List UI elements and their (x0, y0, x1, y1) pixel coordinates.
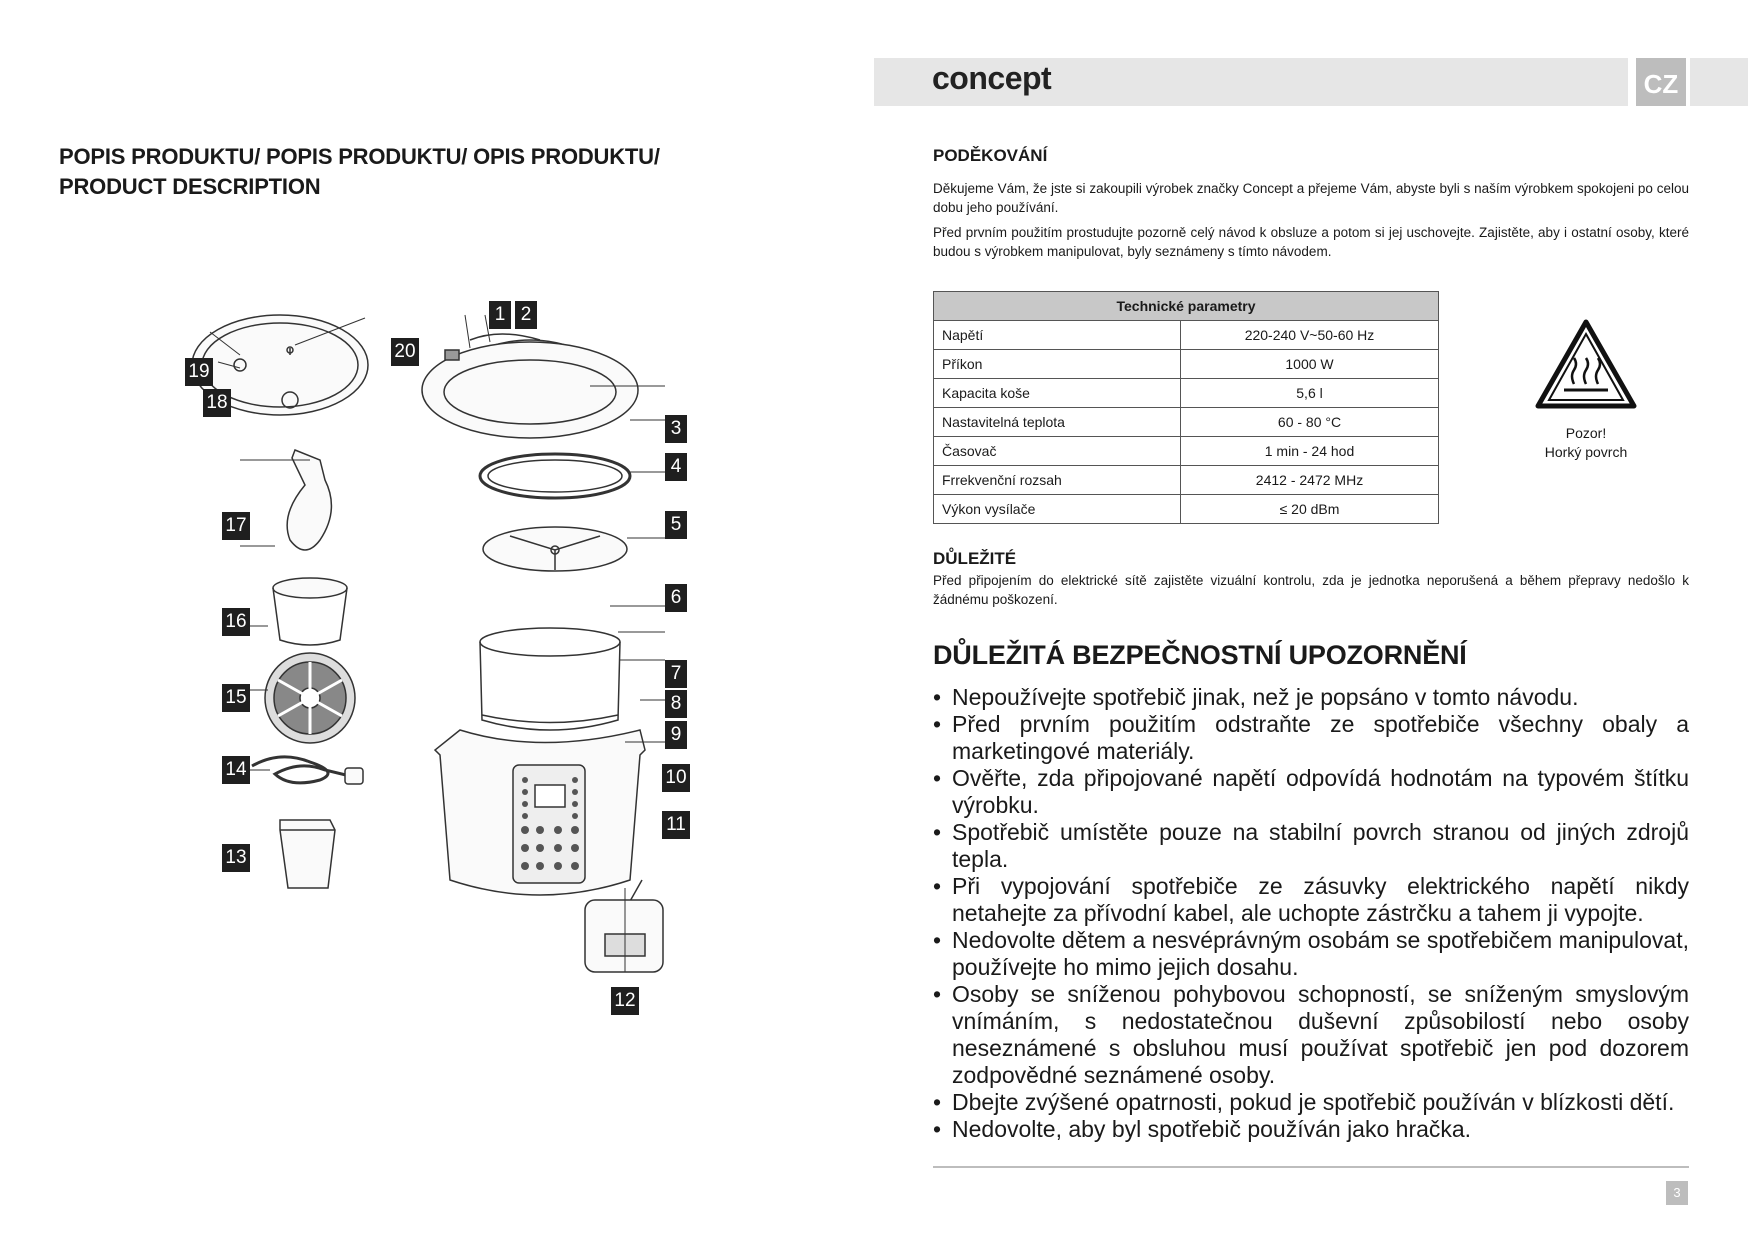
title-line-1: POPIS PRODUKTU/ POPIS PRODUKTU/ OPIS PRODUKTU/ (59, 144, 660, 169)
callout-3: 3 (665, 415, 687, 443)
language-badge: CZ (1636, 58, 1686, 106)
callout-1: 1 (489, 301, 511, 329)
param-label: Napětí (934, 321, 1181, 350)
list-item: • Osoby se sníženou pohybovou schopností, se sníženým smyslovým vnímáním, s nedostatečnou duševní způsobilostí nebo osoby neseznámené s obsluhou musí používat spotřebič jen pod dozorem zodpovědné seznámené osoby. (933, 981, 1689, 1089)
cooker-body-drawing (435, 730, 645, 895)
table-row (934, 350, 1439, 379)
tech-params-title: Technické parametry (934, 292, 1439, 321)
param-label: Nastavitelná teplota (934, 408, 1181, 437)
param-label: Příkon (934, 350, 1181, 379)
param-value: 1000 W (1181, 350, 1439, 379)
callout-7: 7 (665, 660, 687, 688)
callout-2: 2 (515, 301, 537, 329)
list-item: • Nedovolte, aby byl spotřebič používán jako hračka. (933, 1116, 1689, 1143)
warning-caption (1516, 424, 1656, 462)
table-row (934, 466, 1439, 495)
list-item: • Nedovolte dětem a nesvéprávným osobám se spotřebičem manipulovat, používejte ho mimo jejich dosahu. (933, 927, 1689, 981)
table-row (934, 495, 1439, 524)
ladle-drawing (287, 450, 331, 550)
callout-17: 17 (222, 512, 250, 540)
inner-lid-drawing (483, 527, 627, 571)
param-label: Časovač (934, 437, 1181, 466)
table-row (934, 379, 1439, 408)
callout-10: 10 (662, 764, 690, 792)
warning-line-2: Horký povrch (1544, 444, 1628, 460)
list-item: • Spotřebič umístěte pouze na stabilní povrch stranou od jiných zdrojů tepla. (933, 819, 1689, 873)
inner-pot-drawing (480, 628, 620, 730)
footer-rule (933, 1166, 1689, 1168)
param-value: 2412 - 2472 MHz (1181, 466, 1439, 495)
title-line-2: PRODUCT DESCRIPTION (59, 174, 321, 199)
header-bar-end (1690, 58, 1748, 106)
param-value: 1 min - 24 hod (1181, 437, 1439, 466)
param-value: 220-240 V~50-60 Hz (1181, 321, 1439, 350)
param-label: Kapacita koše (934, 379, 1181, 408)
page-number: 3 (1666, 1181, 1688, 1205)
product-diagram-drawing (180, 310, 700, 1030)
thanks-heading: PODĚKOVÁNÍ (933, 146, 1048, 165)
condensation-cup-drawing (280, 820, 335, 888)
table-row (934, 437, 1439, 466)
callout-13: 13 (222, 844, 250, 872)
important-heading: DŮLEŽITÉ (933, 549, 1017, 568)
hot-surface-warning-icon (1534, 318, 1638, 410)
callout-11: 11 (662, 811, 690, 839)
param-value: 5,6 l (1181, 379, 1439, 408)
list-item: • Dbejte zvýšené opatrnosti, pokud je spotřebič používán v blízkosti dětí. (933, 1089, 1689, 1116)
important-text: Před připojením do elektrické sítě zajistěte vizuální kontrolu, zda je jednotka neporušená a během přepravy nedošlo k žádnému poškození. (933, 573, 1689, 607)
callout-19: 19 (185, 358, 213, 386)
measuring-cup-drawing (273, 578, 347, 645)
callout-6: 6 (665, 584, 687, 612)
callout-9: 9 (665, 721, 687, 749)
brand-logo: concept (932, 60, 1052, 96)
list-item: • Nepoužívejte spotřebič jinak, než je popsáno v tomto návodu. (933, 684, 1689, 711)
steam-tray-drawing (265, 653, 355, 743)
thanks-paragraph-2: Před prvním použitím prostudujte pozorně celý návod k obsluze a potom si jej uschovejte. Zajistěte, aby i ostatní osoby, které budou s výrobkem manipulovat, byly seznámeny s tímto návodem. (933, 225, 1689, 259)
product-diagram (180, 304, 700, 1030)
list-item: • Při vypojování spotřebiče ze zásuvky elektrického napětí nikdy netahejte za přívodní kabel, ale uchopte zástrčku a tahem ji vypojte. (933, 873, 1689, 927)
callout-14: 14 (222, 756, 250, 784)
callout-16: 16 (222, 608, 250, 636)
table-row (934, 321, 1439, 350)
param-value: 60 - 80 °C (1181, 408, 1439, 437)
power-socket-drawing (585, 880, 663, 972)
callout-5: 5 (665, 511, 687, 539)
callout-20: 20 (391, 338, 419, 366)
list-item: • Před prvním použitím odstraňte ze spotřebiče všechny obaly a marketingové materiály. (933, 711, 1689, 765)
product-description-title (59, 142, 699, 202)
param-value: ≤ 20 dBm (1181, 495, 1439, 524)
param-label: Frrekvenční rozsah (934, 466, 1181, 495)
safety-list (933, 684, 1689, 1143)
table-row (934, 408, 1439, 437)
sealing-ring-drawing (480, 454, 630, 498)
safety-heading: DŮLEŽITÁ BEZPEČNOSTNÍ UPOZORNĚNÍ (933, 640, 1467, 670)
callout-15: 15 (222, 684, 250, 712)
warning-line-1: Pozor! (1565, 425, 1607, 441)
thanks-paragraph-1: Děkujeme Vám, že jste si zakoupili výrobek značky Concept a přejeme Vám, abyste byli s naším výrobkem spokojeni po celou dobu jeho používání. (933, 181, 1689, 215)
list-item: • Ověřte, zda připojované napětí odpovídá hodnotám na typovém štítku výrobku. (933, 765, 1689, 819)
callout-4: 4 (665, 453, 687, 481)
callout-12: 12 (611, 987, 639, 1015)
callout-18: 18 (203, 389, 231, 417)
callout-8: 8 (665, 690, 687, 718)
param-label: Výkon vysílače (934, 495, 1181, 524)
tech-params-table (933, 291, 1439, 524)
